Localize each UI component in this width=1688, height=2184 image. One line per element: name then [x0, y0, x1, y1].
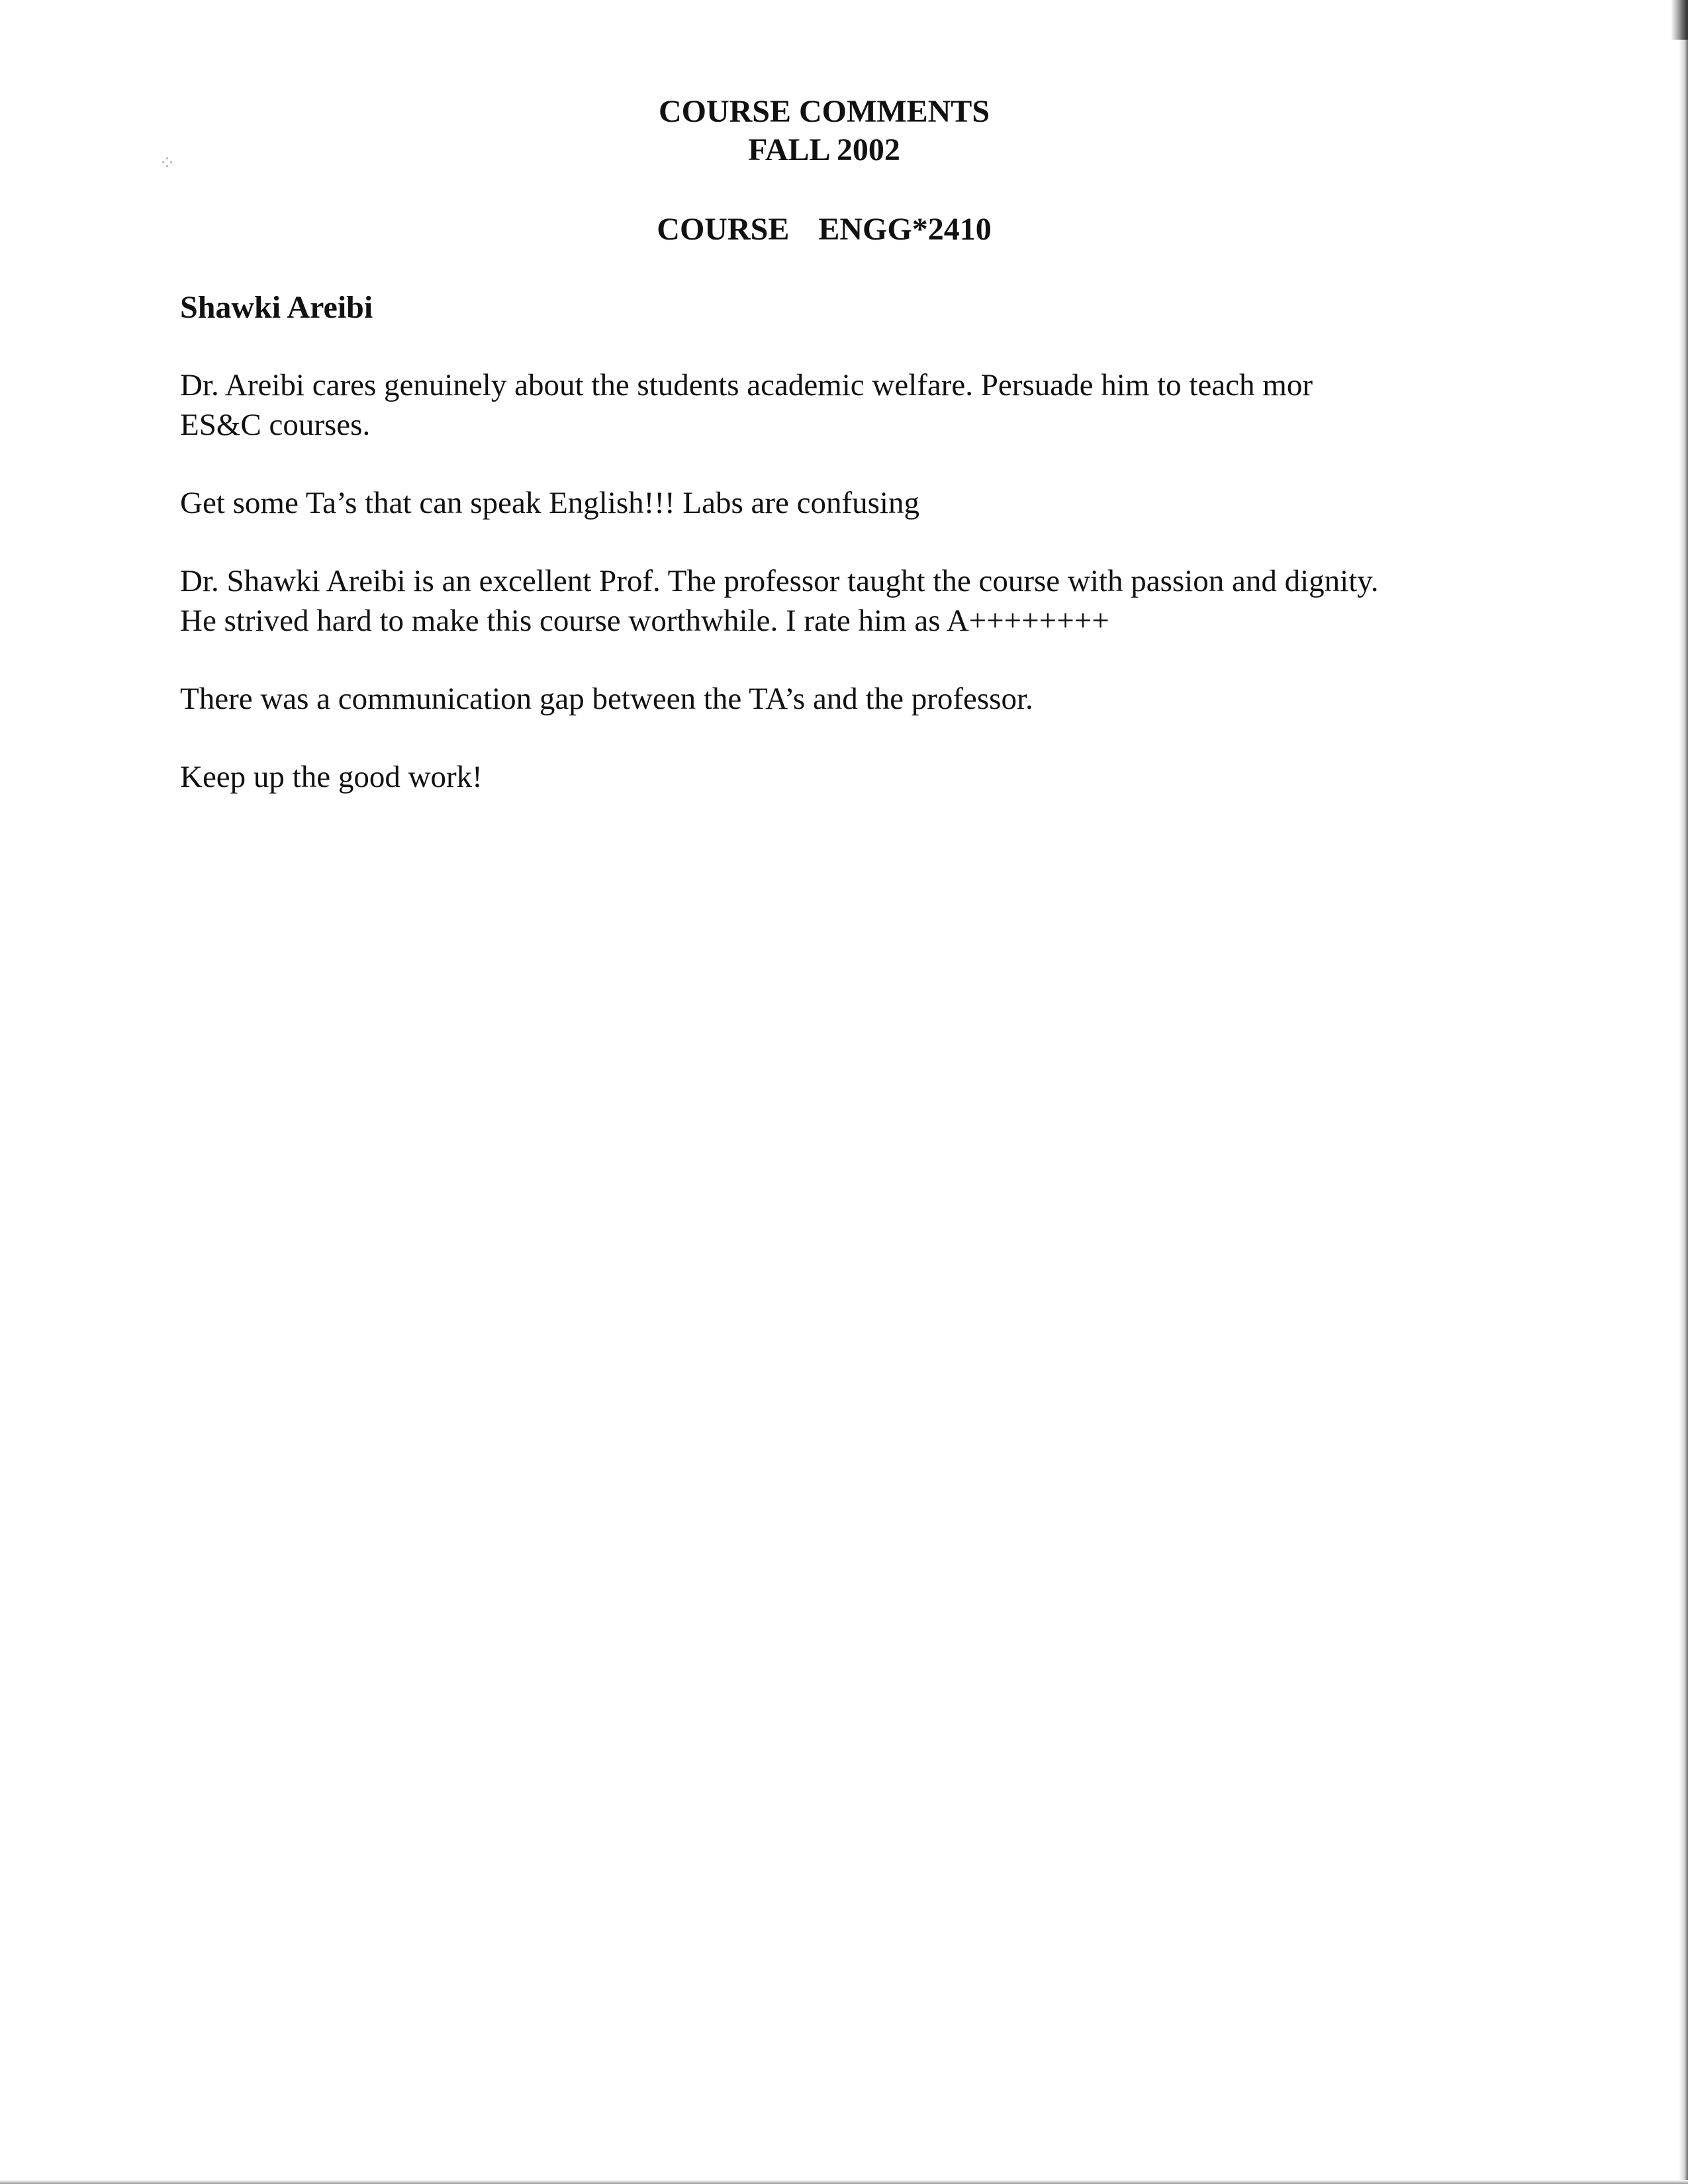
scan-speck: ⁘	[159, 152, 176, 174]
scan-edge-bottom	[0, 2180, 1688, 2184]
scan-edge-right	[1679, 0, 1688, 2184]
comments-list	[180, 365, 1504, 835]
comment-item: Get some Ta’s that can speak English!!! Labs are confusing	[180, 486, 919, 520]
document-title: COURSE COMMENTS	[658, 94, 990, 129]
comment-item: Dr. Shawki Areibi is an excellent Prof. The professor taught the course with passion and dignity. He strived hard to make this course worthwhile. I rate him as A++++++++	[180, 564, 1379, 638]
term-label: FALL 2002	[748, 132, 900, 167]
comment-item: There was a communication gap between the TA’s and the professor.	[180, 682, 1033, 716]
document-header	[0, 93, 1648, 169]
scan-edge-corner	[1671, 0, 1688, 40]
course-code: COURSE ENGG*2410	[657, 212, 992, 247]
comment-item: Keep up the good work!	[180, 760, 483, 794]
comment-item: Dr. Areibi cares genuinely about the students academic welfare. Persuade him to teach mor ES&C courses.	[180, 368, 1313, 442]
instructor-name: Shawki Areibi	[180, 290, 373, 325]
